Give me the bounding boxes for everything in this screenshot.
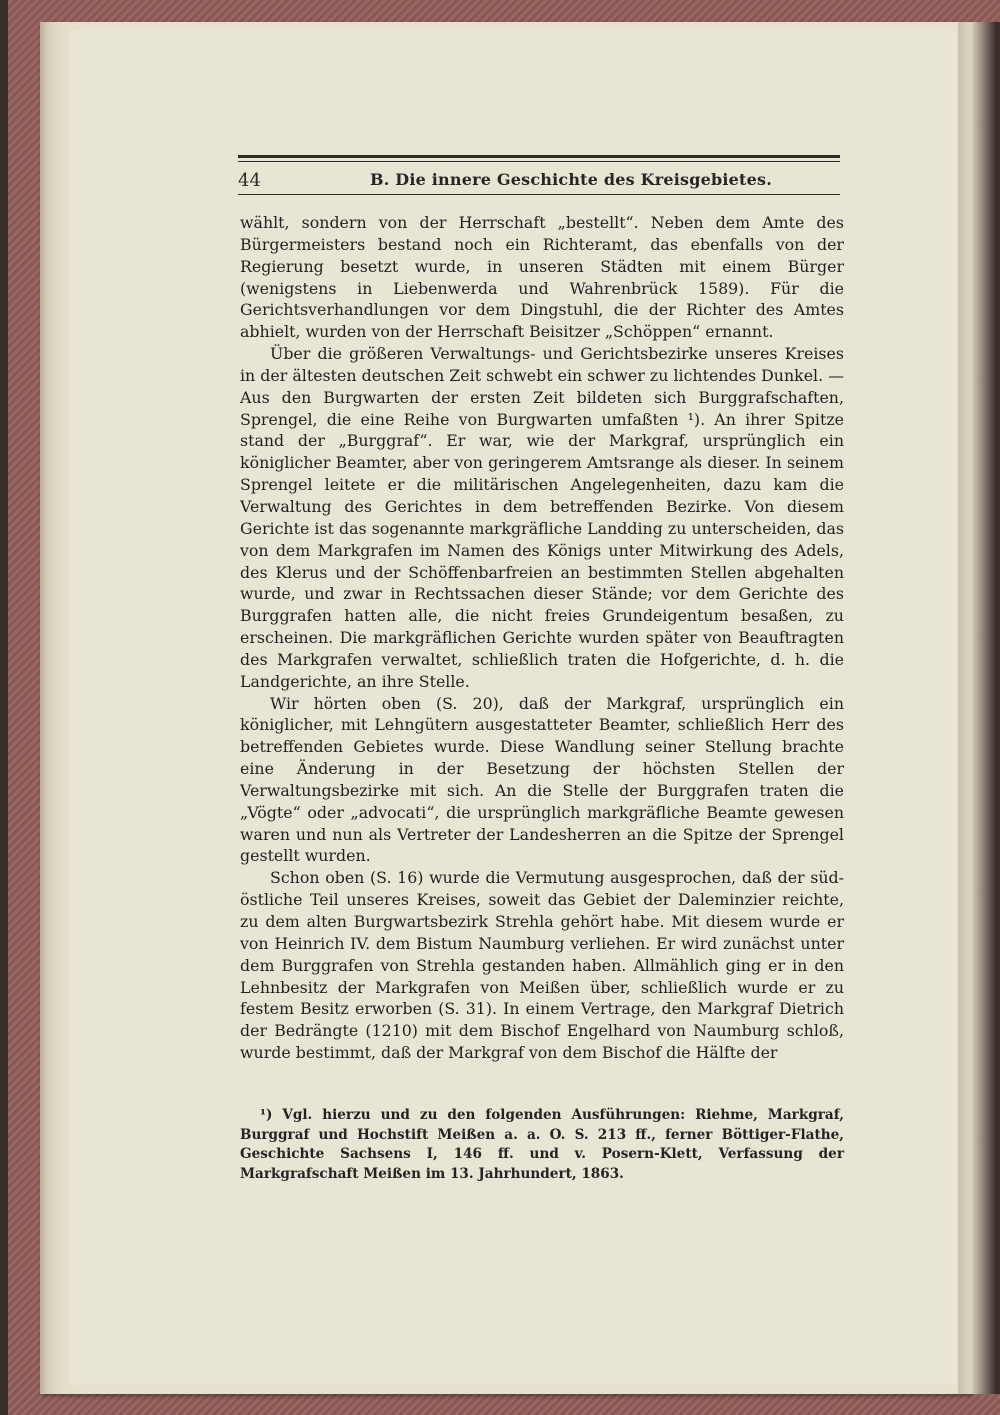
- footnote-1: ¹) Vgl. hierzu und zu den folgenden Ausführungen: Riehme, Markgraf, Burggraf und Hochstift Meißen a. a. O. S. 213 ff., ferner Böttiger-Flathe, Geschichte Sachsens I, 146 ff. und v. Posern-Klett, Verfassung der Markgrafschaft Meißen im 13. Jahrhundert, 1863.: [240, 1107, 844, 1182]
- page-number: 44: [238, 170, 261, 191]
- paragraph-1: wählt, sondern von der Herrschaft „bestellt“. Neben dem Amte des Bürgermeisters bestand noch ein Richteramt, das ebenfalls von der Regierung besetzt wurde, in unseren Städten mit einem Bürger (wenigstens in Liebenwerda und Wahrenbrück 1589). Für die Gerichtsverhandlungen vor dem Dingstuhl, die der Richter des Amtes abhielt, wurden von der Herrschaft Beisitzer „Schöppen“ ernannt.: [240, 213, 844, 342]
- paragraph-2: Über die größeren Verwaltungs- und Gerichtsbezirke unseres Kreises in der ältesten deutschen Zeit schwebt ein schwer zu lichtendes Dunkel. — Aus den Burgwarten der ersten Zeit bildeten sich Burggrafschaften, Sprengel, die eine Reihe von Burgwarten umfaßten ¹). An ihrer Spitze stand der „Burggraf“. Er war, wie der Markgraf, ursprünglich ein königlicher Beamter, aber von geringerem Amtsrange als dieser. In seinem Sprengel leitete er die militärischen Angelegenheiten, dazu kam die Verwaltung des Gerichtes in dem betreffenden Bezirke. Von diesem Gerichte ist das sogenannte markgräfliche Landding zu unterscheiden, das von dem Markgrafen im Namen des Königs unter Mitwirkung des Adels, des Klerus und der Schöffenbarfreien an bestimmten Stellen abgehalten wurde, und zwar in Rechtssachen dieser Stände; vor dem Gerichte des Burggrafen hatten alle, die nicht freies Grundeigentum besaßen, zu erscheinen. Die markgräflichen Gerichte wurden später von Beauftragten des Markgrafen verwaltet, schließlich traten die Hofgerichte, d. h. die Landgerichte, an ihre Stelle.: [240, 344, 844, 691]
- footnote: [240, 1106, 844, 1184]
- header-rule: [238, 194, 840, 195]
- page-header: [238, 155, 840, 196]
- body-text: [240, 212, 844, 1064]
- running-head: B. Die innere Geschichte des Kreisgebietes.: [370, 170, 772, 189]
- paragraph-3: Wir hörten oben (S. 20), daß der Markgraf, ursprünglich ein königlicher, mit Lehngütern ausgestatteter Beamter, schließlich Herr des betreffenden Gebietes wurde. Diese Wandlung seiner Stellung brachte eine Änderung in der Besetzung der höchsten Stellen der Verwaltungsbezirke mit sich. An die Stelle der Burggrafen traten die „Vögte“ oder „advocati“, die ursprünglich markgräfliche Beamte gewesen waren und nun als Vertreter der Landesherren an die Spitze der Sprengel gestellt wurden.: [240, 693, 844, 866]
- paragraph-4: Schon oben (S. 16) wurde die Vermutung ausgesprochen, daß der süd-östliche Teil unseres Kreises, soweit das Gebiet der Daleminzier reichte, zu dem alten Burgwartsbezirk Strehla gehört habe. Mit diesem wurde er von Heinrich IV. dem Bistum Naumburg verliehen. Er wird zunächst unter dem Burggrafen von Strehla gestanden haben. Allmählich ging er in den Lehnbesitz der Markgrafen von Meißen über, schließlich wurde er zu festem Besitz erworben (S. 31). In einem Vertrage, den Markgraf Dietrich der Bedrängte (1210) mit dem Bischof Engelhard von Naumburg schloß, wurde bestimmt, daß der Markgraf von dem Bischof die Hälfte der: [240, 868, 844, 1063]
- page-edge: [958, 22, 1000, 1394]
